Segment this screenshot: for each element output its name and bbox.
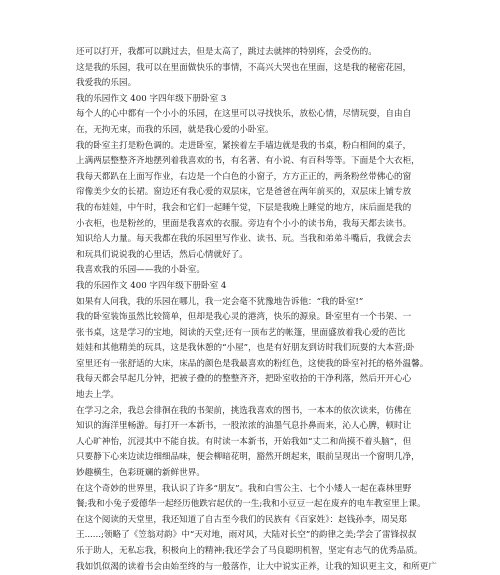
text-line: 乐于助人，无私忘我，积极向上的精神;我还学会了马良聪明机智，坚定有志气的优秀品质。 bbox=[76, 546, 423, 556]
text-line: 帘像美少女的长裙。窗边还有我心爱的双层床，它是爸爸在两年前买的，双层床上铺专放 bbox=[76, 187, 412, 198]
text-line: 在这个奇妙的世界里，我认识了许多“朋友”。我和白雪公主、七个小矮人一起在森林里野 bbox=[76, 483, 412, 494]
text-line: 我的卧室装饰虽然比较简单，但却是我心灵的港湾，快乐的源泉。卧室里有一个书架、一 bbox=[76, 312, 412, 323]
text-line: 人心旷神怡，沉浸其中不能自拔。有时读一本新书，开始我如“丈二和尚摸不着头脑”，但 bbox=[76, 436, 412, 447]
section-heading: 我的乐园作文 400 字四年级下册卧室 4 bbox=[76, 280, 227, 291]
text-line: 张书桌，这是学习的宝地，阅读的天堂;还有一顶布艺的帐篷，里面盛放着我心爱的芭比 bbox=[76, 327, 406, 338]
text-line: 我爱我的乐园。 bbox=[76, 78, 137, 89]
text-line: 我每天都会早起几分钟，把被子叠的的整整齐齐，把卧室收拾的干净利落，然后开开心心 bbox=[76, 374, 412, 385]
document-body bbox=[76, 45, 436, 575]
text-line: 知识给人力量。每天我都在我的乐园里写作业、读书、玩。当我和弟弟斗嘴后，我就会去 bbox=[76, 234, 412, 245]
text-line: 每个人的心中都有一个小小的乐园，在这里可以寻找快乐，放松心情，尽情玩耍，自由自 bbox=[76, 109, 412, 120]
text-line: 只要静下心来边读边细细品味，便会柳暗花明，豁然开朗起来，眼前呈现出一个窗明几净， bbox=[76, 452, 420, 463]
text-line: 王......;领略了《笠翁对韵》中“天对地，雨对风，大陆对长空”的韵律之美;学会了雷锋叔叔 bbox=[76, 530, 417, 541]
text-line: 和玩具们说说我的心里话，然后心情就好了。 bbox=[76, 249, 248, 260]
section-heading: 我的乐园作文 400 字四年级下册卧室 3 bbox=[76, 93, 227, 104]
text-line: 上满两层整整齐齐地摆列着我喜欢的书，有名著、有小说、有百科等等。下面是个大衣柜， bbox=[76, 156, 420, 167]
text-line: 我喜欢我的乐园——我的小卧室。 bbox=[76, 265, 205, 276]
text-line: 娃娃和其他精美的玩具，这是我休憩的“小屋”，也是有好朋友到访时我们玩耍的大本营;卧 bbox=[76, 343, 415, 354]
text-line: 如果有人问我，我的乐园在哪儿，我一定会毫不犹豫地告诉他：“我的卧室!” bbox=[76, 296, 364, 307]
text-line: 在这个阅读的天堂里，我还知道了自古至今我们的民族有《百家姓》：赵钱孙李，周吴郑 bbox=[76, 514, 407, 525]
text-line: 室里还有一张舒适的大床，床品的颜色是我最喜欢的粉红色，这使我的卧室衬托的格外温馨。 bbox=[76, 358, 429, 369]
text-line: 餐;我和小兔子爱德华一起经历他跌宕起伏的一生;我和小豆豆一起在废弃的电车教室里上课。 bbox=[76, 499, 426, 510]
text-line: 小衣柜，也是粉丝的，里面是我喜欢的衣服。旁边有个小小的读书角，我每天都去读书。 bbox=[76, 218, 412, 229]
text-line: 在学习之余，我总会徘徊在我的书架前，挑选我喜欢的图书，一本本的依次读来，仿佛在 bbox=[76, 405, 412, 416]
text-line: 知识的海洋里畅游。每打开一本新书，一股浓浓的油墨气息扑鼻而来，沁人心脾，顿时让 bbox=[76, 421, 412, 432]
text-line: 我如饥似渴的读着书会由始至终的与一般落作，让大中说实正养，让我的知识更主文，和所更广 bbox=[76, 561, 437, 572]
text-line: 妙趣横生，色彩斑斓的新鲜世界。 bbox=[76, 468, 205, 479]
text-line: 地去上学。 bbox=[76, 390, 119, 401]
text-line: 还可以打开，我都可以跳过去，但是太高了，跳过去就摔的特别疼，会受伤的。 bbox=[76, 47, 377, 57]
text-line: 我的布娃娃，中午时，我会和它们一起睡午觉，下层是我晚上睡觉的地方，床后面是我的 bbox=[76, 202, 412, 213]
text-line: 在，无拘无束，而我的乐园，就是我心爱的小卧室。 bbox=[76, 124, 274, 135]
text-line: 我每天都趴在上面写作业，右边是一个白色的小窗子，方方正正的，两条粉丝带佛心的窗 bbox=[76, 171, 412, 182]
text-line: 我的卧室主打是粉色调的。走进卧室，紧挨着左手墙边就是我的书桌，粉白相间的桌子， bbox=[76, 140, 412, 151]
text-line: 这是我的乐园，我可以在里面做快乐的事情，不高兴大哭也在里面，这是我的秘密花园， bbox=[76, 62, 412, 73]
